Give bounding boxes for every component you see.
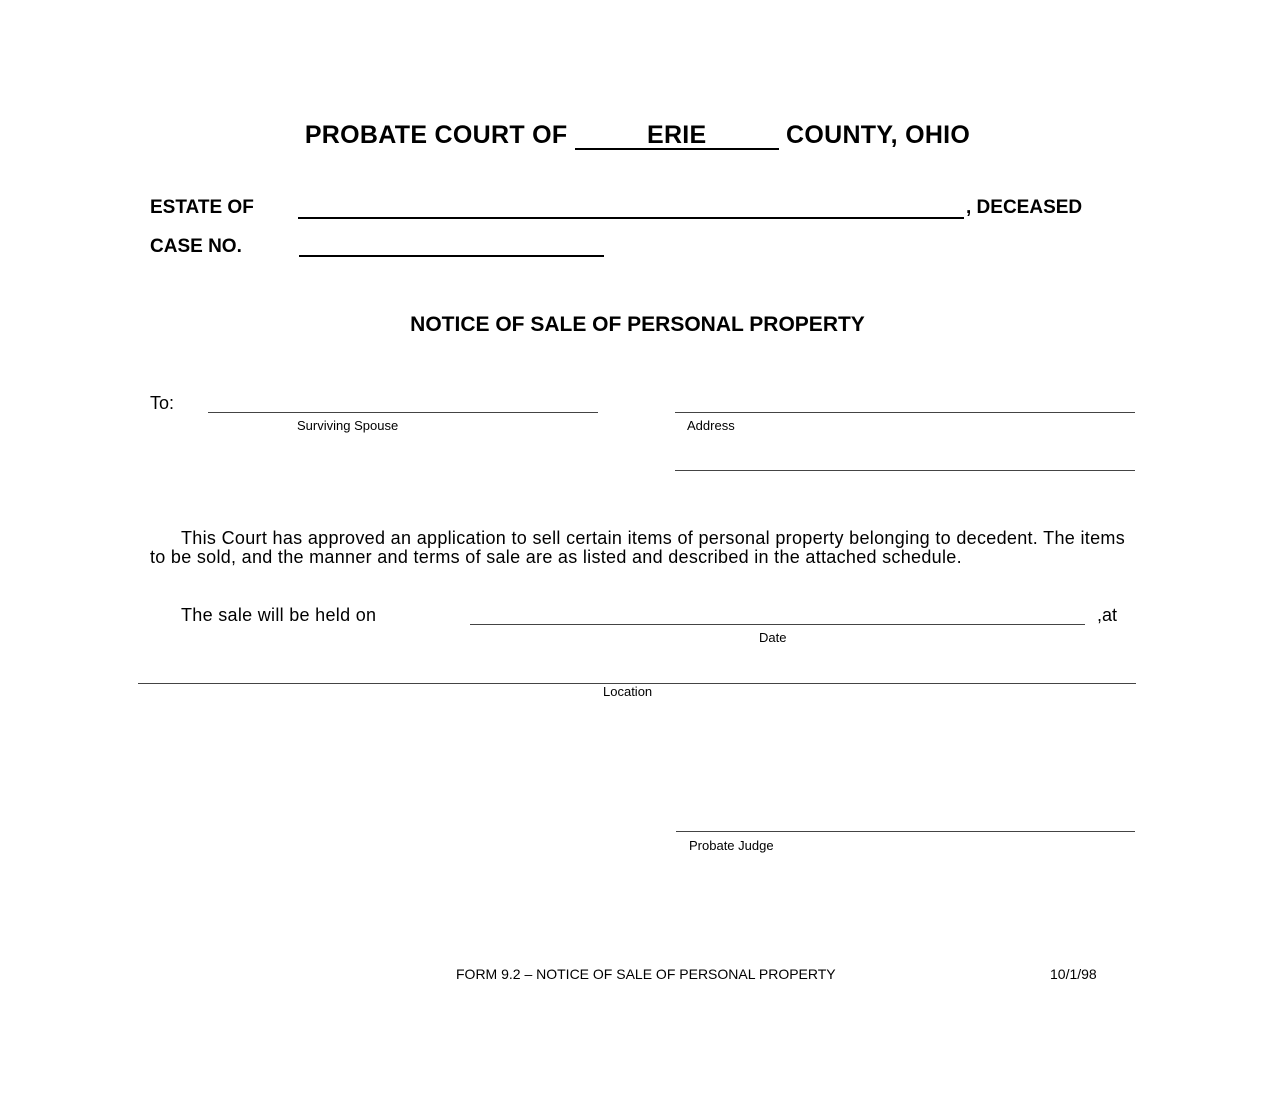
county-field[interactable]: ERIE bbox=[575, 122, 779, 150]
at-label: ,at bbox=[1097, 605, 1118, 625]
surviving-spouse-field[interactable] bbox=[208, 412, 598, 413]
deceased-label: , DECEASED bbox=[966, 197, 1083, 218]
document-title: NOTICE OF SALE OF PERSONAL PROPERTY bbox=[410, 313, 865, 336]
sale-date-field[interactable] bbox=[470, 624, 1085, 625]
address-field-line-1[interactable] bbox=[675, 412, 1135, 413]
date-caption: Date bbox=[759, 630, 787, 645]
footer-revision-date: 10/1/98 bbox=[1050, 966, 1097, 982]
probate-judge-caption: Probate Judge bbox=[689, 838, 774, 853]
estate-name-field[interactable] bbox=[298, 217, 964, 219]
address-field-line-2[interactable] bbox=[675, 470, 1135, 471]
probate-judge-signature-field[interactable] bbox=[676, 831, 1135, 832]
footer-form-name: FORM 9.2 – NOTICE OF SALE OF PERSONAL PROPERTY bbox=[456, 966, 836, 982]
to-label: To: bbox=[150, 393, 175, 413]
case-number-field[interactable] bbox=[299, 255, 604, 257]
case-number-label: CASE NO. bbox=[150, 236, 242, 257]
court-heading bbox=[0, 121, 1275, 150]
body-paragraph: This Court has approved an application to sell certain items of personal property belonging to decedent. The items to be sold, and the manner and terms of sale are as listed and described in the attached schedule. bbox=[150, 528, 1125, 567]
court-suffix: COUNTY, OHIO bbox=[786, 121, 971, 149]
sale-date-label: The sale will be held on bbox=[181, 605, 377, 625]
estate-label: ESTATE OF bbox=[150, 197, 254, 218]
location-caption: Location bbox=[603, 684, 653, 699]
court-prefix: PROBATE COURT OF bbox=[304, 121, 568, 149]
address-caption: Address bbox=[687, 418, 735, 433]
surviving-spouse-caption: Surviving Spouse bbox=[297, 418, 399, 433]
